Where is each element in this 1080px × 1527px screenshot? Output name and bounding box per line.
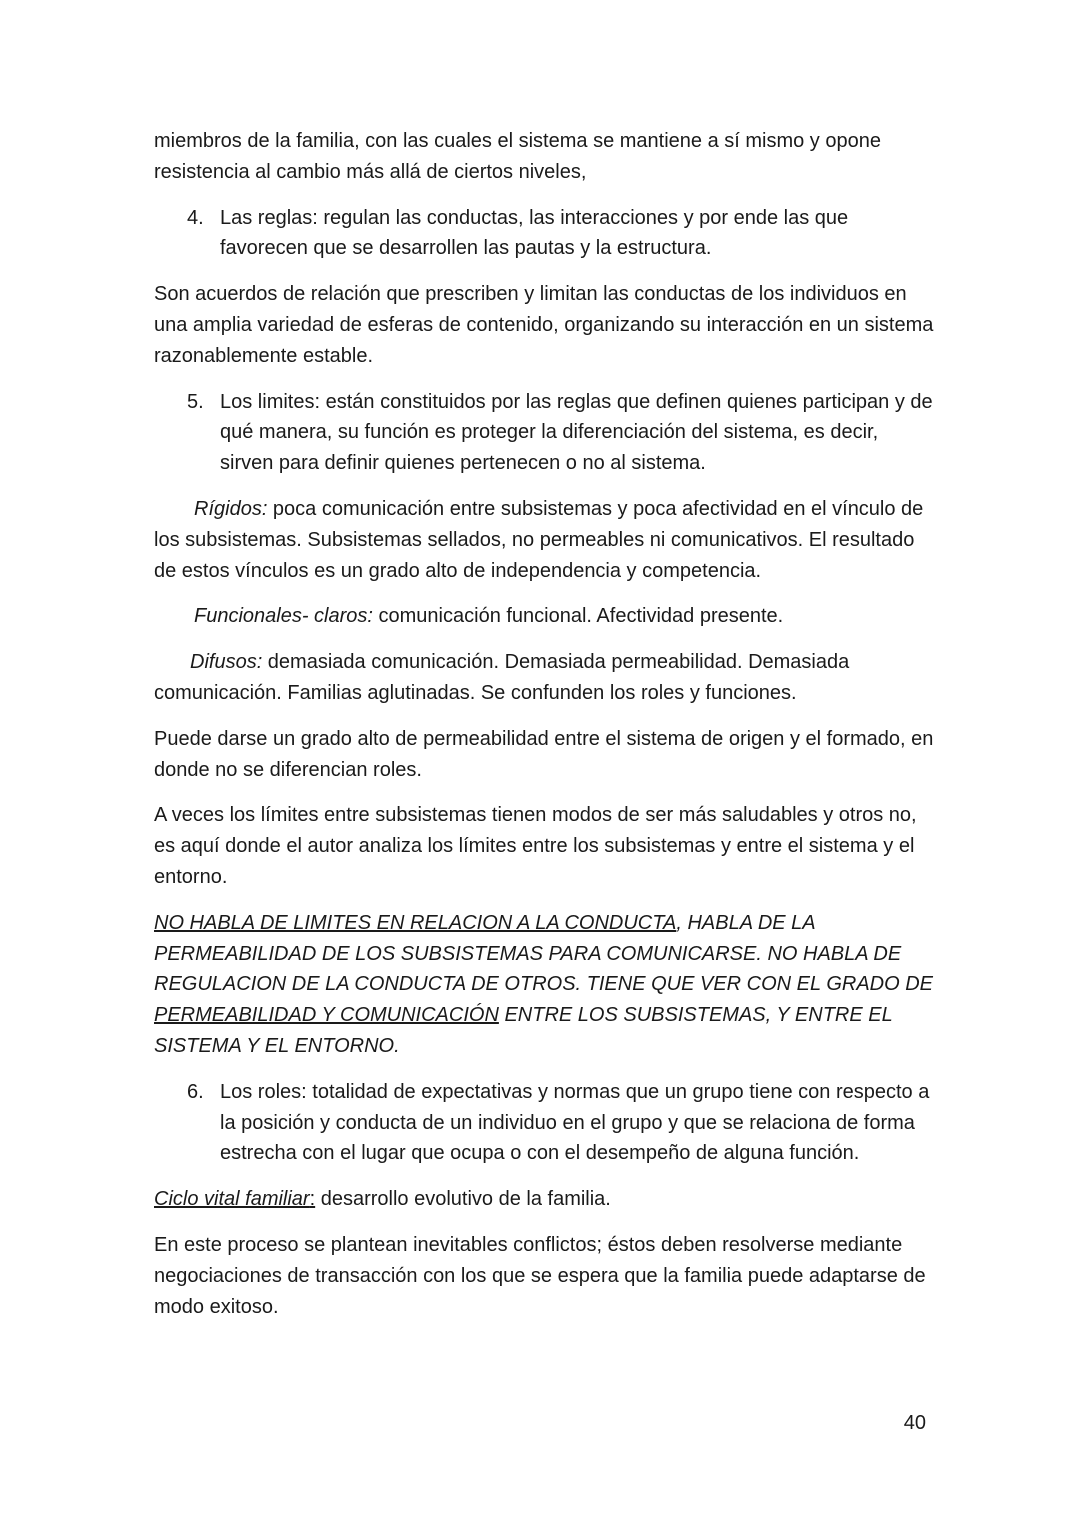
list-number: 4.	[187, 206, 204, 229]
term-ciclo-vital: Ciclo vital familiar	[154, 1188, 310, 1211]
term-rigidos: Rígidos:	[194, 497, 268, 520]
paragraph: Son acuerdos de relación que prescriben y limitan las conductas de los individuos en una amplia variedad de esferas de contenido, organizando su interacción en un sistema razonablemente estable.	[154, 283, 934, 367]
paragraph-difusos	[154, 647, 934, 709]
paragraph: miembros de la familia, con las cuales el sistema se mantiene a sí mismo y opone resistencia al cambio más allá de ciertos niveles,	[154, 130, 881, 183]
list-number: 5.	[187, 390, 204, 413]
term-difusos: Difusos:	[190, 651, 263, 674]
underlined-text: NO HABLA DE LIMITES EN RELACION A LA CONDUCTA	[154, 911, 677, 934]
emphasis-text: ENTRE LOS SUBSISTEMAS, Y ENTRE EL SISTEMA Y EL ENTORNO.	[154, 1004, 893, 1057]
definition-text: desarrollo evolutivo de la familia.	[315, 1188, 611, 1211]
list-text: Los limites: están constituidos por las reglas que definen quienes participan y de qué manera, su función es proteger la diferenciación del sistema, es decir, sirven para definir quienes pertenecen o no al sistema.	[220, 390, 933, 475]
definition-text: poca comunicación entre subsistemas y poca afectividad en el vínculo de los subsistemas. Subsistemas sellados, no permeables ni comunicativos. El resultado de estos vínculos es un grado alto de independencia y competencia.	[154, 497, 924, 582]
paragraph-rigidos	[154, 494, 934, 586]
definition-text: demasiada comunicación. Demasiada permeabilidad. Demasiada comunicación. Familias aglutinadas. Se confunden los roles y funciones.	[154, 651, 850, 704]
list-item-limites	[154, 387, 934, 479]
paragraph: A veces los límites entre subsistemas tienen modos de ser más saludables y otros no, es aquí donde el autor analiza los límites entre los subsistemas y entre el sistema y el entorno.	[154, 804, 917, 888]
emphasis-paragraph	[154, 908, 934, 1062]
emphasis-text: , HABLA DE LA PERMEABILIDAD DE LOS SUBSISTEMAS PARA COMUNICARSE. NO HABLA DE REGULACION DE LA CONDUCTA DE OTROS. TIENE QUE VER CON EL GRADO DE	[154, 911, 934, 996]
document-body	[154, 126, 934, 1337]
term-colon: :	[309, 1188, 316, 1211]
paragraph-funcionales	[154, 601, 934, 632]
page-number: 40	[903, 1412, 926, 1434]
list-item-roles	[154, 1077, 934, 1169]
paragraph: Puede darse un grado alto de permeabilidad entre el sistema de origen y el formado, en donde no se diferencian roles.	[154, 727, 934, 781]
list-text: Los roles: totalidad de expectativas y normas que un grupo tiene con respecto a la posición y conducta de un individuo en el grupo y que se relaciona de forma estrecha con el lugar que ocupa o con el desempeño de alguna función.	[220, 1080, 930, 1165]
underlined-text: PERMEABILIDAD Y COMUNICACIÓN	[154, 1004, 499, 1027]
paragraph: En este proceso se plantean inevitables conflictos; éstos deben resolverse mediante negociaciones de transacción con los que se espera que la familia puede adaptarse de modo exitoso.	[154, 1233, 926, 1318]
term-funcionales: Funcionales- claros:	[194, 605, 373, 628]
list-text: Las reglas: regulan las conductas, las interacciones y por ende las que favorecen que se desarrollen las pautas y la estructura.	[220, 206, 849, 260]
list-item-reglas	[154, 203, 934, 265]
definition-text: comunicación funcional. Afectividad presente.	[372, 605, 784, 628]
paragraph-ciclo	[154, 1184, 934, 1215]
list-number: 6.	[187, 1080, 204, 1103]
